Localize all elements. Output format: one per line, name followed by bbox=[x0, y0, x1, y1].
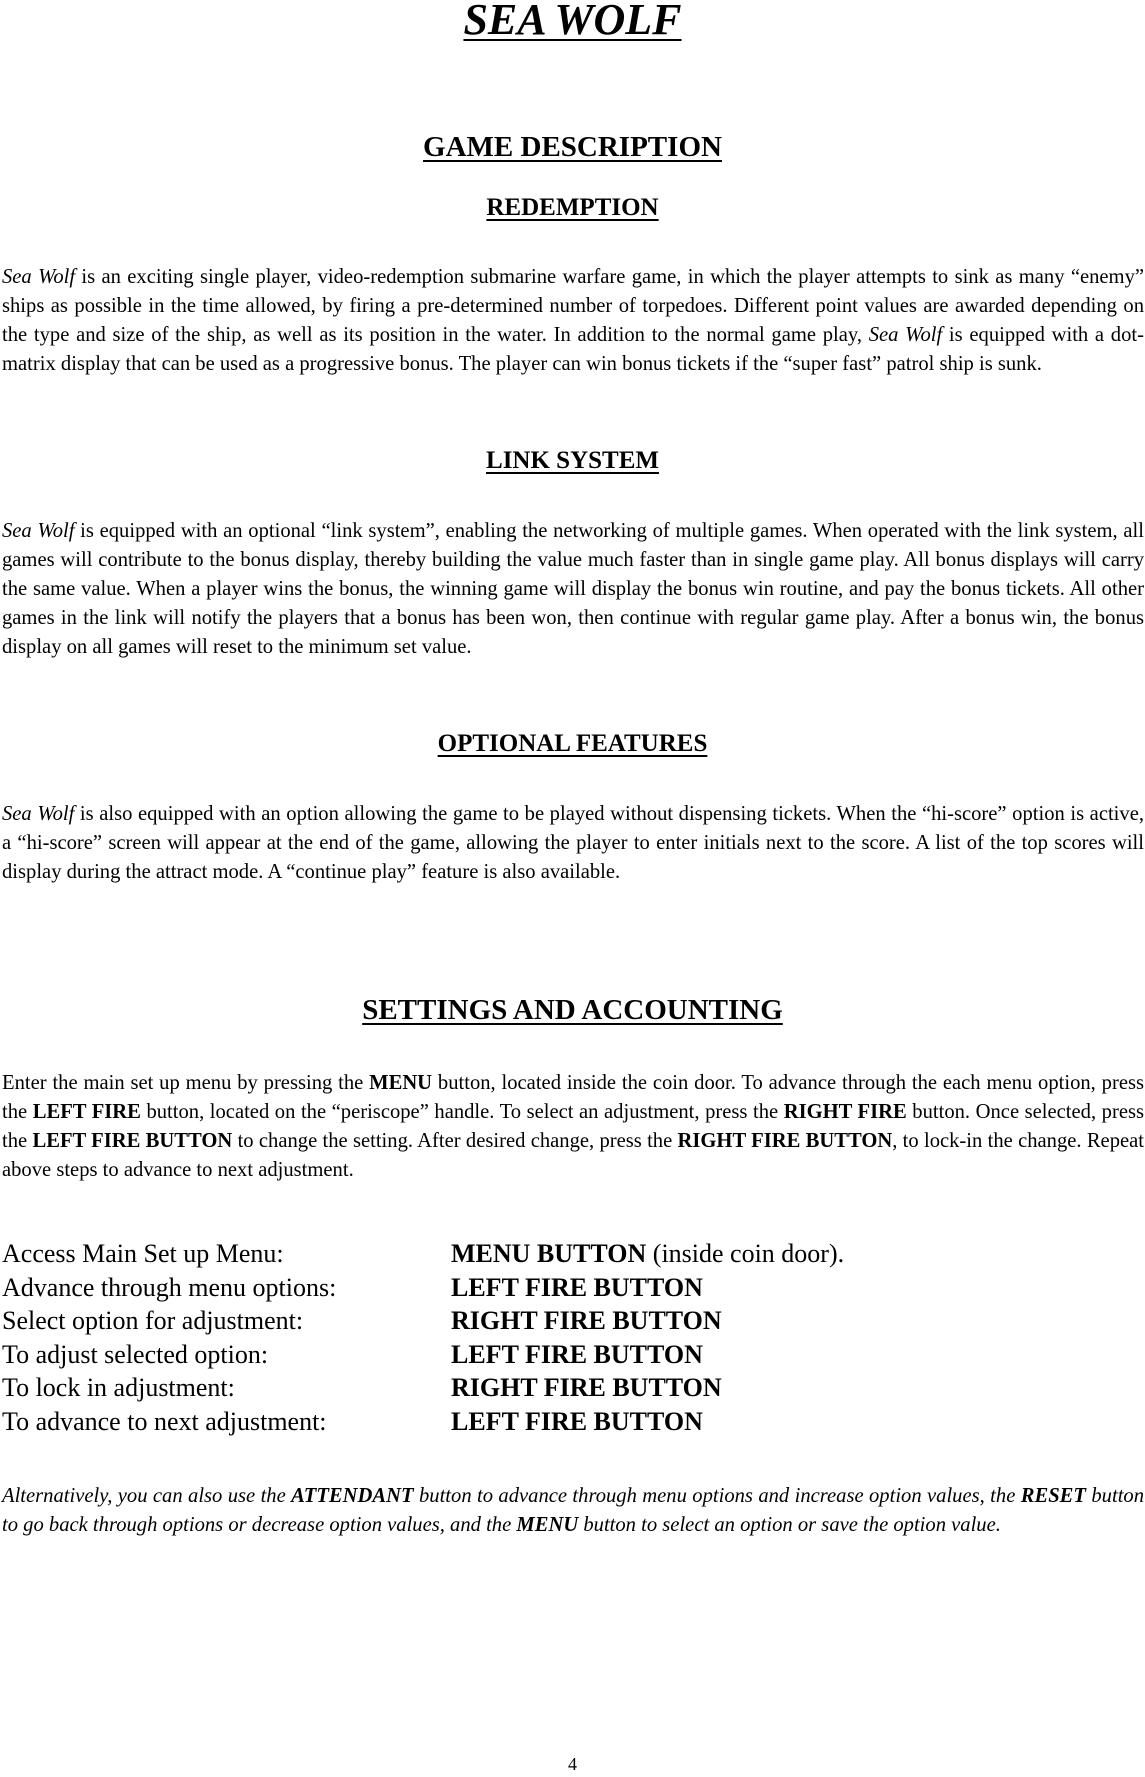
control-button-name: RIGHT FIRE BUTTON bbox=[451, 1373, 722, 1402]
document-title: SEA WOLF bbox=[463, 0, 682, 44]
intro-text: button. Once selected, press the bbox=[2, 1100, 1144, 1152]
control-value bbox=[451, 1271, 703, 1305]
right-fire-button-ref: RIGHT FIRE BUTTON bbox=[677, 1129, 893, 1152]
control-button-name: LEFT FIRE BUTTON bbox=[451, 1339, 703, 1369]
optional-features-text: is also equipped with an option allowing the game to be played without dispensing tickets. When the “hi-score” option is active, a “hi-score” screen will appear at the end of the game, allowing the player to enter initials next to the score. A list of the top scores will display during the attract mode. A “continue play” feature is also available. bbox=[2, 803, 1144, 883]
redemption-heading: REDEMPTION bbox=[486, 194, 659, 221]
redemption-paragraph bbox=[2, 263, 1144, 379]
alt-text: button to go back through options or decrease option values, and the bbox=[2, 1485, 1145, 1536]
control-row bbox=[2, 1271, 1144, 1305]
control-label: Advance through menu options: bbox=[2, 1272, 337, 1302]
control-value bbox=[451, 1338, 703, 1372]
alt-text: Alternatively, you can also use the bbox=[2, 1485, 292, 1507]
left-fire-button-ref: LEFT FIRE BUTTON bbox=[32, 1129, 233, 1152]
control-button-name: MENU BUTTON bbox=[451, 1239, 647, 1268]
control-button-name: RIGHT FIRE BUTTON bbox=[451, 1306, 722, 1335]
control-row bbox=[2, 1237, 1144, 1271]
controls-list bbox=[2, 1237, 1144, 1438]
link-system-heading: LINK SYSTEM bbox=[486, 447, 659, 474]
control-label: To lock in adjustment: bbox=[2, 1373, 235, 1402]
control-button-name: LEFT FIRE BUTTON bbox=[451, 1272, 703, 1302]
game-description-heading: GAME DESCRIPTION bbox=[423, 131, 722, 163]
intro-text: to change the setting. After desired change, press the bbox=[232, 1129, 678, 1152]
menu-button-ref: MENU bbox=[516, 1513, 579, 1536]
game-name: Sea Wolf bbox=[868, 323, 943, 346]
game-name: Sea Wolf bbox=[2, 520, 75, 542]
right-fire-ref: RIGHT FIRE bbox=[783, 1100, 907, 1123]
control-label: Select option for adjustment: bbox=[2, 1306, 304, 1335]
alt-text: button to select an option or save the option value. bbox=[578, 1513, 1001, 1536]
reset-button-ref: RESET bbox=[1020, 1485, 1086, 1507]
control-value bbox=[451, 1237, 844, 1271]
optional-features-heading: OPTIONAL FEATURES bbox=[437, 730, 708, 757]
intro-text: button, located on the “periscope” handle. To select an adjustment, press the bbox=[140, 1100, 784, 1123]
alternative-controls-paragraph bbox=[2, 1482, 1144, 1540]
intro-text: button, located inside the coin door. To advance through the each menu option, press the bbox=[2, 1072, 1144, 1123]
control-row bbox=[2, 1338, 1144, 1372]
control-label: To adjust selected option: bbox=[2, 1339, 269, 1369]
intro-text: Enter the main set up menu by pressing the bbox=[2, 1072, 370, 1094]
redemption-text-1: is an exciting single player, video-redemption submarine warfare game, in which the player attempts to sink as many “enemy” ships as possible in the time allowed, by firing a pre-determined number of torpedoes. Different point values are awarded depending on the type and size of the ship, as well as its position in the water. In addition to the normal game play, bbox=[2, 266, 1145, 346]
control-value bbox=[451, 1304, 722, 1338]
control-note: (inside coin door). bbox=[646, 1239, 845, 1268]
attendant-button-ref: ATTENDANT bbox=[291, 1485, 414, 1507]
game-name: Sea Wolf bbox=[2, 266, 76, 288]
optional-features-paragraph bbox=[2, 800, 1144, 887]
alt-text: button to advance through menu options and increase option values, the bbox=[413, 1485, 1021, 1507]
control-row bbox=[2, 1405, 1144, 1439]
intro-text: , to lock-in the change. Repeat above steps to advance to next adjustment. bbox=[2, 1129, 1144, 1181]
settings-heading: SETTINGS AND ACCOUNTING bbox=[362, 994, 783, 1026]
link-system-paragraph bbox=[2, 517, 1144, 662]
control-value bbox=[451, 1405, 703, 1439]
left-fire-ref: LEFT FIRE bbox=[32, 1100, 141, 1123]
control-value bbox=[451, 1371, 722, 1405]
control-row bbox=[2, 1304, 1144, 1338]
control-label: Access Main Set up Menu: bbox=[2, 1239, 284, 1268]
game-name: Sea Wolf bbox=[2, 803, 75, 825]
redemption-text-2: is equipped with a dot-matrix display that can be used as a progressive bonus. The player can win bonus tickets if the “super fast” patrol ship is sunk. bbox=[2, 323, 1144, 375]
control-row bbox=[2, 1371, 1144, 1405]
control-label: To advance to next adjustment: bbox=[2, 1406, 327, 1436]
control-button-name: LEFT FIRE BUTTON bbox=[451, 1406, 703, 1436]
menu-button-ref: MENU bbox=[369, 1072, 433, 1094]
settings-intro-paragraph bbox=[2, 1069, 1144, 1185]
link-system-text: is equipped with an optional “link system”, enabling the networking of multiple games. When operated with the link system, all games will contribute to the bonus display, thereby building the value much faster than in single game play. All bonus displays will carry the same value. When a player wins the bonus, the winning game will display the bonus win routine, and pay the bonus tickets. All other games in the link will notify the players that a bonus has been won, then continue with regular game play. After a bonus win, the bonus display on all games will reset to the minimum set value. bbox=[2, 520, 1144, 658]
page-number: 4 bbox=[568, 1754, 577, 1774]
